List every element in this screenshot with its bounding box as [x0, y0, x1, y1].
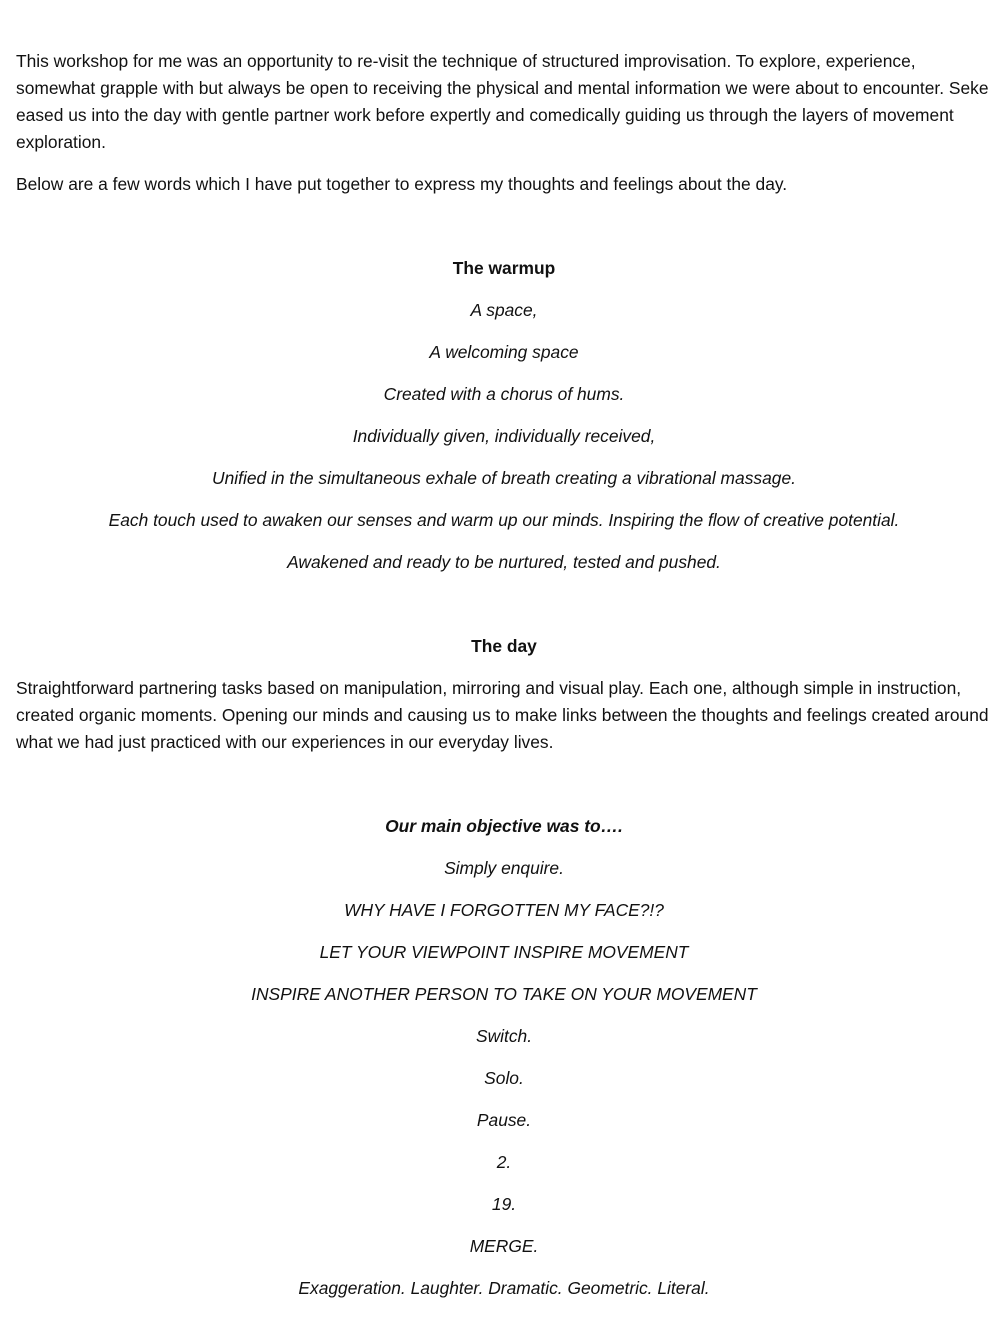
warmup-line: Awakened and ready to be nurtured, tested and pushed.	[287, 552, 721, 572]
day-heading: The day	[471, 636, 537, 656]
objective-heading: Our main objective was to….	[385, 816, 623, 836]
objective-line: LET YOUR VIEWPOINT INSPIRE MOVEMENT	[319, 942, 689, 962]
objective-line: 2.	[496, 1152, 512, 1172]
intro-below-paragraph: Below are a few words which I have put together to express my thoughts and feelings about the day.	[16, 174, 788, 194]
warmup-line: Each touch used to awaken our senses and warm up our minds. Inspiring the flow of creative potential.	[108, 510, 900, 530]
warmup-line: Unified in the simultaneous exhale of breath creating a vibrational massage.	[212, 468, 796, 488]
intro-paragraph: This workshop for me was an opportunity to re-visit the technique of structured improvisation. To explore, experience, somewhat grapple with but always be open to receiving the physical and mental information we were about to encounter. Seke eased us into the day with gentle partner work before expertly and comedically guiding us through the layers of movement exploration.	[16, 51, 989, 152]
objective-line: Solo.	[484, 1068, 524, 1088]
objective-line: MERGE.	[469, 1236, 539, 1256]
objective-line: Switch.	[475, 1026, 533, 1046]
objective-list	[16, 855, 992, 1302]
objective-line: Pause.	[476, 1110, 532, 1130]
document-page	[16, 48, 992, 1302]
warmup-line: A welcoming space	[429, 342, 579, 362]
warmup-heading: The warmup	[452, 258, 556, 278]
warmup-line: Individually given, individually received,	[352, 426, 656, 446]
objective-line: 19.	[491, 1194, 517, 1214]
objective-line: Simply enquire.	[444, 858, 564, 878]
objective-line: Exaggeration. Laughter. Dramatic. Geometric. Literal.	[298, 1278, 710, 1298]
objective-line: INSPIRE ANOTHER PERSON TO TAKE ON YOUR MOVEMENT	[251, 984, 757, 1004]
warmup-line: A space,	[470, 300, 538, 320]
warmup-line: Created with a chorus of hums.	[383, 384, 625, 404]
objective-line: WHY HAVE I FORGOTTEN MY FACE?!?	[344, 900, 664, 920]
day-paragraph: Straightforward partnering tasks based on manipulation, mirroring and visual play. Each one, although simple in instruction, created organic moments. Opening our minds and causing us to make links between the thoughts and feelings created around what we had just practiced with our experiences in our everyday lives.	[16, 678, 989, 752]
